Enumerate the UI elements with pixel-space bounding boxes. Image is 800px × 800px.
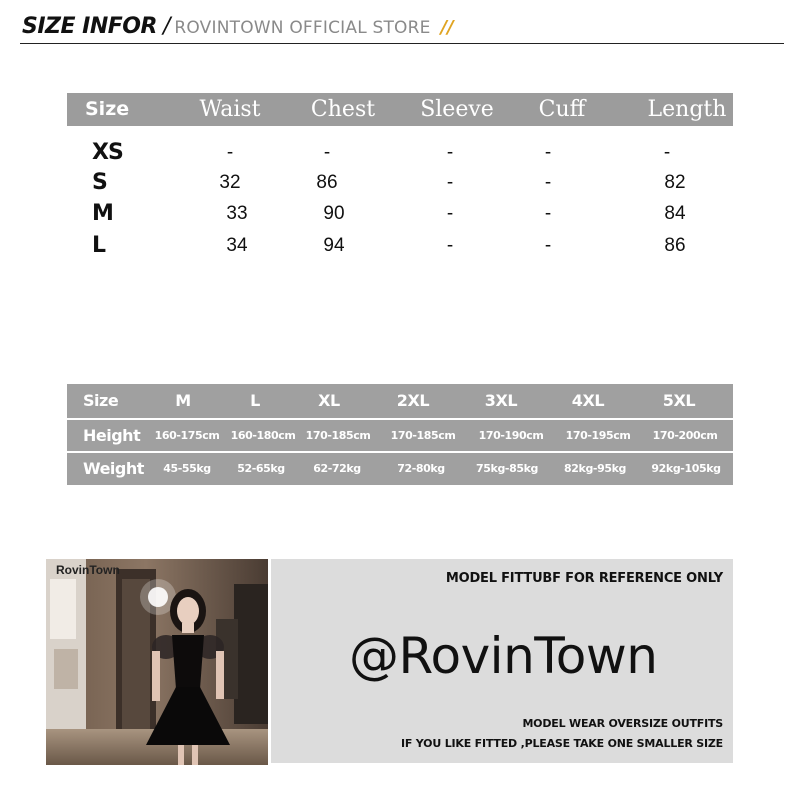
sleeve-value: - xyxy=(446,142,454,163)
height-value: 160-175cm xyxy=(154,429,220,442)
height-value: 170-185cm xyxy=(305,429,371,442)
chest-value: 94 xyxy=(323,235,345,256)
size-label: XS xyxy=(92,140,123,165)
oversize-note: MODEL WEAR OVERSIZE OUTFITS xyxy=(522,717,723,730)
weight-value: 62-72kg xyxy=(313,462,361,475)
fit-header-l: L xyxy=(250,391,260,410)
weight-value: 72-80kg xyxy=(397,462,445,475)
store-handle: @RovinTown xyxy=(349,627,658,685)
waist-value: 34 xyxy=(226,235,248,256)
fit-header-xl: XL xyxy=(318,391,340,410)
waist-value: 33 xyxy=(226,203,248,224)
sleeve-value: - xyxy=(446,203,454,224)
store-name: ROVINTOWN OFFICIAL STORE xyxy=(174,18,431,38)
chest-value: 86 xyxy=(316,172,338,193)
size-table-header xyxy=(67,93,733,126)
height-value: 160-180cm xyxy=(230,429,296,442)
weight-value: 75kg-85kg xyxy=(476,462,538,475)
table-row xyxy=(0,168,800,198)
weight-value: 52-65kg xyxy=(237,462,285,475)
fit-table-weight-row xyxy=(67,453,733,485)
column-header-size: Size xyxy=(85,98,130,120)
cuff-value: - xyxy=(544,203,552,224)
fit-header-m: M xyxy=(175,391,191,410)
model-photo xyxy=(46,559,268,765)
length-value: - xyxy=(663,142,671,163)
info-panel xyxy=(271,559,733,763)
title-separator: / xyxy=(162,14,171,39)
sizing-advice: IF YOU LIKE FITTED ,PLEASE TAKE ONE SMALLER SIZE xyxy=(400,737,723,750)
height-value: 170-190cm xyxy=(478,429,544,442)
fit-table-header-row xyxy=(67,384,733,418)
fit-table xyxy=(67,384,733,485)
sleeve-value: - xyxy=(446,235,454,256)
height-value: 170-200cm xyxy=(652,429,718,442)
column-header-length: Length xyxy=(647,97,727,122)
column-header-chest: Chest xyxy=(310,97,376,122)
cuff-value: - xyxy=(544,172,552,193)
reference-note: MODEL FITTUBF FOR REFERENCE ONLY xyxy=(445,571,723,586)
column-header-waist: Waist xyxy=(199,97,261,122)
weight-value: 82kg-95kg xyxy=(564,462,626,475)
length-value: 86 xyxy=(664,235,686,256)
page-title: SIZE INFOR xyxy=(22,14,157,39)
page-header xyxy=(22,14,454,42)
length-value: 82 xyxy=(664,172,686,193)
photo-watermark: RovinTown xyxy=(56,563,120,577)
model-photo-illustration xyxy=(46,559,268,765)
cuff-value: - xyxy=(544,235,552,256)
waist-value: - xyxy=(226,142,234,163)
weight-label: Weight xyxy=(83,459,144,478)
accent-mark: // xyxy=(440,17,454,38)
fit-header-5xl: 5XL xyxy=(662,391,696,410)
table-row xyxy=(0,199,800,229)
column-header-sleeve: Sleeve xyxy=(420,97,494,122)
size-label: L xyxy=(92,233,106,258)
sleeve-value: - xyxy=(446,172,454,193)
table-row xyxy=(0,231,800,261)
fit-header-2xl: 2XL xyxy=(396,391,430,410)
weight-value: 92kg-105kg xyxy=(651,462,721,475)
table-row xyxy=(0,138,800,168)
fit-header-3xl: 3XL xyxy=(484,391,518,410)
header-divider xyxy=(20,43,784,44)
size-label: M xyxy=(92,201,113,226)
column-header-cuff: Cuff xyxy=(538,97,586,122)
fit-table-height-row xyxy=(67,420,733,451)
fit-header-4xl: 4XL xyxy=(571,391,605,410)
cuff-value: - xyxy=(544,142,552,163)
chest-value: 90 xyxy=(323,203,345,224)
chest-value: - xyxy=(323,142,331,163)
waist-value: 32 xyxy=(219,172,241,193)
height-value: 170-195cm xyxy=(565,429,631,442)
length-value: 84 xyxy=(664,203,686,224)
weight-value: 45-55kg xyxy=(163,462,211,475)
fit-header-size: Size xyxy=(83,391,119,410)
height-label: Height xyxy=(83,426,141,445)
size-label: S xyxy=(92,170,107,195)
height-value: 170-185cm xyxy=(390,429,456,442)
